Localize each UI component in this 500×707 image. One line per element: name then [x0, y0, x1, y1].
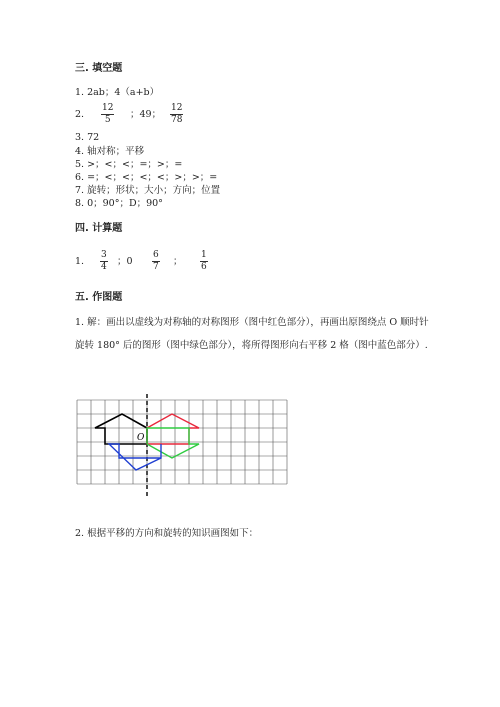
fraction-numerator: 12: [171, 103, 183, 113]
answer-line-8: 8. 0；90°；D；90°: [75, 198, 163, 209]
answer-line-7: 7. 旋转；形状；大小；方向；位置: [75, 185, 221, 196]
answer-line-3: 3. 72: [75, 132, 100, 143]
answer-line-4: 4. 轴对称；平移: [75, 146, 145, 157]
answer-line-2-mid: ；49；: [130, 109, 162, 120]
fraction-denominator: 4: [101, 262, 107, 272]
fraction-denominator: 6: [201, 262, 207, 272]
answer-line-5: 5. >；<；<；=；>；=: [75, 159, 183, 170]
answer-line-6: 6. =；<；<；<；<；>；>；=: [75, 172, 218, 183]
fraction-numerator: 6: [153, 250, 159, 260]
fraction-denominator: 5: [104, 115, 111, 125]
fraction-numerator: 1: [201, 250, 207, 260]
section-heading-calc: 四. 计算题: [75, 223, 123, 234]
calc-separator-1: ；0: [117, 256, 133, 267]
section-heading-fill: 三. 填空题: [75, 63, 123, 74]
point-o-label: O: [137, 433, 145, 443]
rotated-house-shape: [147, 428, 199, 458]
fraction-denominator: 78: [171, 115, 183, 125]
draw-question-2-text: 2. 根据平移的方向和旋转的知识画图如下：: [75, 528, 259, 539]
grid-lines: [77, 400, 287, 484]
section-heading-draw: 五. 作图题: [75, 292, 123, 303]
fraction-numerator: 3: [101, 250, 107, 260]
calc-prefix: 1.: [75, 256, 85, 267]
fraction-denominator: 7: [153, 262, 159, 272]
draw-question-1-text: 1. 解：画出以虚线为对称轴的对称图形（图中红色部分），再画出原图绕点 O 顺时针旋转 180° 后的图形（图中绿色部分），将所得图形向右平移 2 格（图中蓝色部分）.: [75, 317, 429, 351]
calc-separator-2: ；: [173, 256, 183, 267]
answer-line-2-prefix: 2.: [75, 109, 85, 120]
answer-line-1: 1. 2ab；4（a+b）: [75, 87, 160, 98]
mirror-house-shape: [147, 414, 199, 444]
fraction-numerator: 12: [102, 103, 114, 113]
